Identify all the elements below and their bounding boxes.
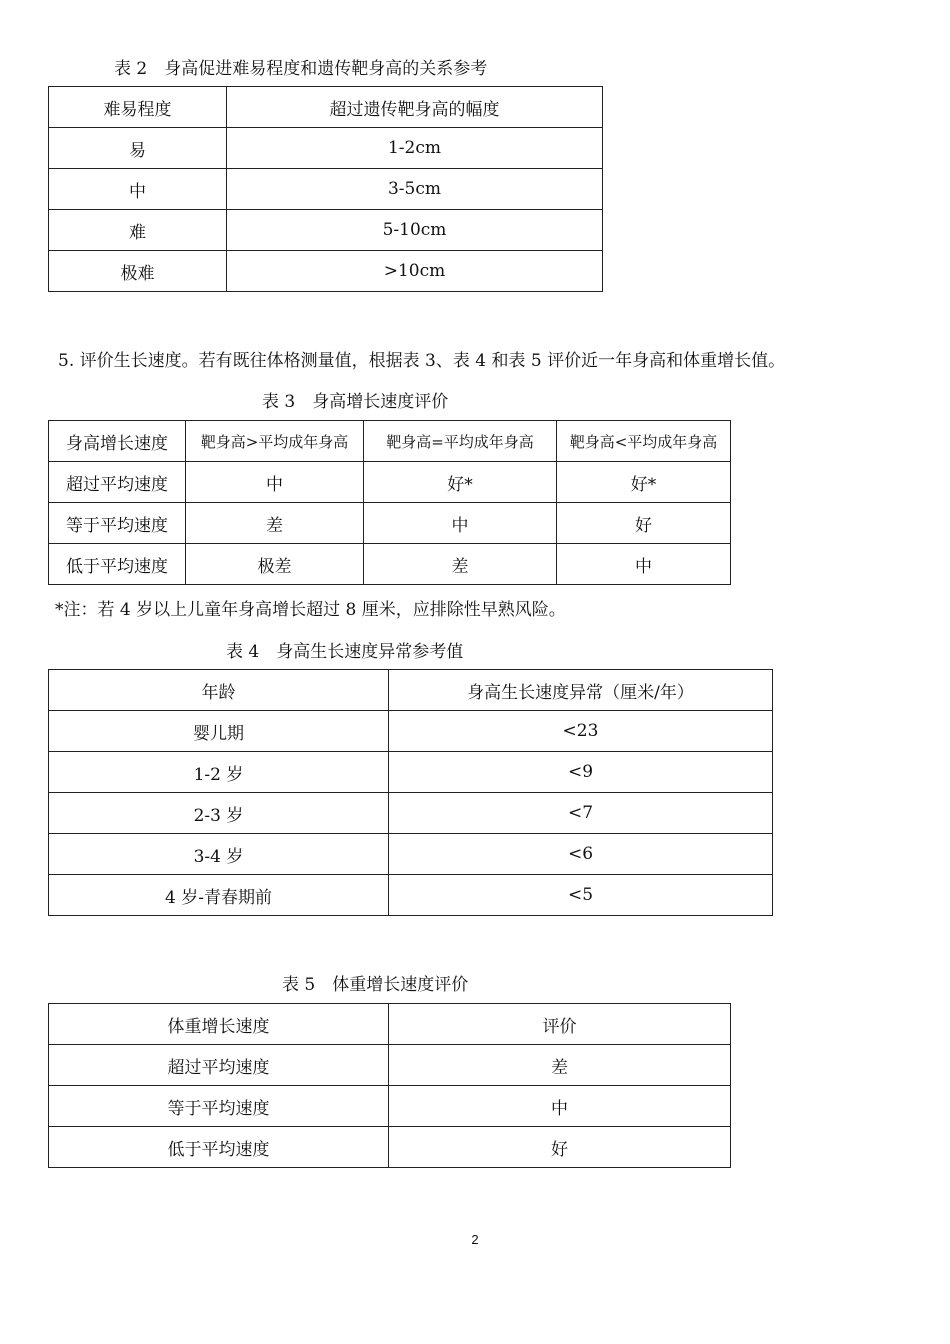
table-cell: 1-2cm	[227, 128, 603, 169]
table-row	[49, 251, 603, 292]
table-cell: 5-10cm	[227, 210, 603, 251]
paragraph-5: 5. 评价生长速度。若有既往体格测量值，根据表 3、表 4 和表 5 评价近一年身高和体重增长值。	[58, 351, 786, 371]
header-cell: 靶身高<平均成年身高	[557, 421, 731, 462]
table-row	[49, 462, 731, 503]
table-cell: 中	[49, 169, 227, 210]
table3	[48, 420, 731, 585]
table4	[48, 669, 773, 916]
header-cell: 年龄	[49, 670, 389, 711]
table-cell: 低于平均速度	[49, 544, 186, 585]
table3-caption: 表 3 身高增长速度评价	[262, 392, 449, 412]
table-cell: 好*	[364, 462, 557, 503]
table-row	[49, 503, 731, 544]
table-cell: 2-3 岁	[49, 793, 389, 834]
table-cell: 难	[49, 210, 227, 251]
table-cell: 低于平均速度	[49, 1127, 389, 1168]
table-cell: <6	[389, 834, 773, 875]
table-cell: <23	[389, 711, 773, 752]
table-cell: 极差	[186, 544, 364, 585]
table-header-row	[49, 1004, 731, 1045]
table-cell: 3-5cm	[227, 169, 603, 210]
table-cell: 3-4 岁	[49, 834, 389, 875]
table-cell: 中	[389, 1086, 731, 1127]
header-cell: 靶身高=平均成年身高	[364, 421, 557, 462]
table-cell: 1-2 岁	[49, 752, 389, 793]
table-cell: 极难	[49, 251, 227, 292]
table2	[48, 86, 603, 292]
table5-caption: 表 5 体重增长速度评价	[282, 975, 469, 995]
table-header-row	[49, 87, 603, 128]
table-row	[49, 1127, 731, 1168]
table-cell: 中	[557, 544, 731, 585]
table-cell: 超过平均速度	[49, 1045, 389, 1086]
table-row	[49, 752, 773, 793]
table-cell: 差	[186, 503, 364, 544]
table-row	[49, 1045, 731, 1086]
table-cell: 4 岁-青春期前	[49, 875, 389, 916]
table-cell: 等于平均速度	[49, 503, 186, 544]
page-number: 2	[471, 1232, 479, 1247]
table-row	[49, 169, 603, 210]
table-cell: 好*	[557, 462, 731, 503]
header-cell: 评价	[389, 1004, 731, 1045]
header-cell: 身高生长速度异常（厘米/年）	[389, 670, 773, 711]
table-row	[49, 875, 773, 916]
table-row	[49, 834, 773, 875]
table-cell: <5	[389, 875, 773, 916]
table-cell: 中	[186, 462, 364, 503]
header-cell: 难易程度	[49, 87, 227, 128]
table-cell: 差	[364, 544, 557, 585]
table-row	[49, 210, 603, 251]
table-cell: 等于平均速度	[49, 1086, 389, 1127]
table-cell: 超过平均速度	[49, 462, 186, 503]
table-cell: 差	[389, 1045, 731, 1086]
table-cell: >10cm	[227, 251, 603, 292]
table4-caption: 表 4 身高生长速度异常参考值	[226, 642, 464, 662]
table-cell: 中	[364, 503, 557, 544]
header-cell: 超过遗传靶身高的幅度	[227, 87, 603, 128]
header-cell: 体重增长速度	[49, 1004, 389, 1045]
table-row	[49, 711, 773, 752]
table-row	[49, 544, 731, 585]
table-cell: <7	[389, 793, 773, 834]
header-cell: 身高增长速度	[49, 421, 186, 462]
table5	[48, 1003, 731, 1168]
table-row	[49, 793, 773, 834]
table-header-row	[49, 421, 731, 462]
table-cell: <9	[389, 752, 773, 793]
table-cell: 好	[557, 503, 731, 544]
table-row	[49, 1086, 731, 1127]
table-row	[49, 128, 603, 169]
table-header-row	[49, 670, 773, 711]
table2-caption: 表 2 身高促进难易程度和遗传靶身高的关系参考	[114, 59, 488, 79]
header-cell: 靶身高>平均成年身高	[186, 421, 364, 462]
table-cell: 易	[49, 128, 227, 169]
table-cell: 好	[389, 1127, 731, 1168]
table3-note: *注：若 4 岁以上儿童年身高增长超过 8 厘米，应排除性早熟风险。	[55, 600, 566, 620]
table-cell: 婴儿期	[49, 711, 389, 752]
